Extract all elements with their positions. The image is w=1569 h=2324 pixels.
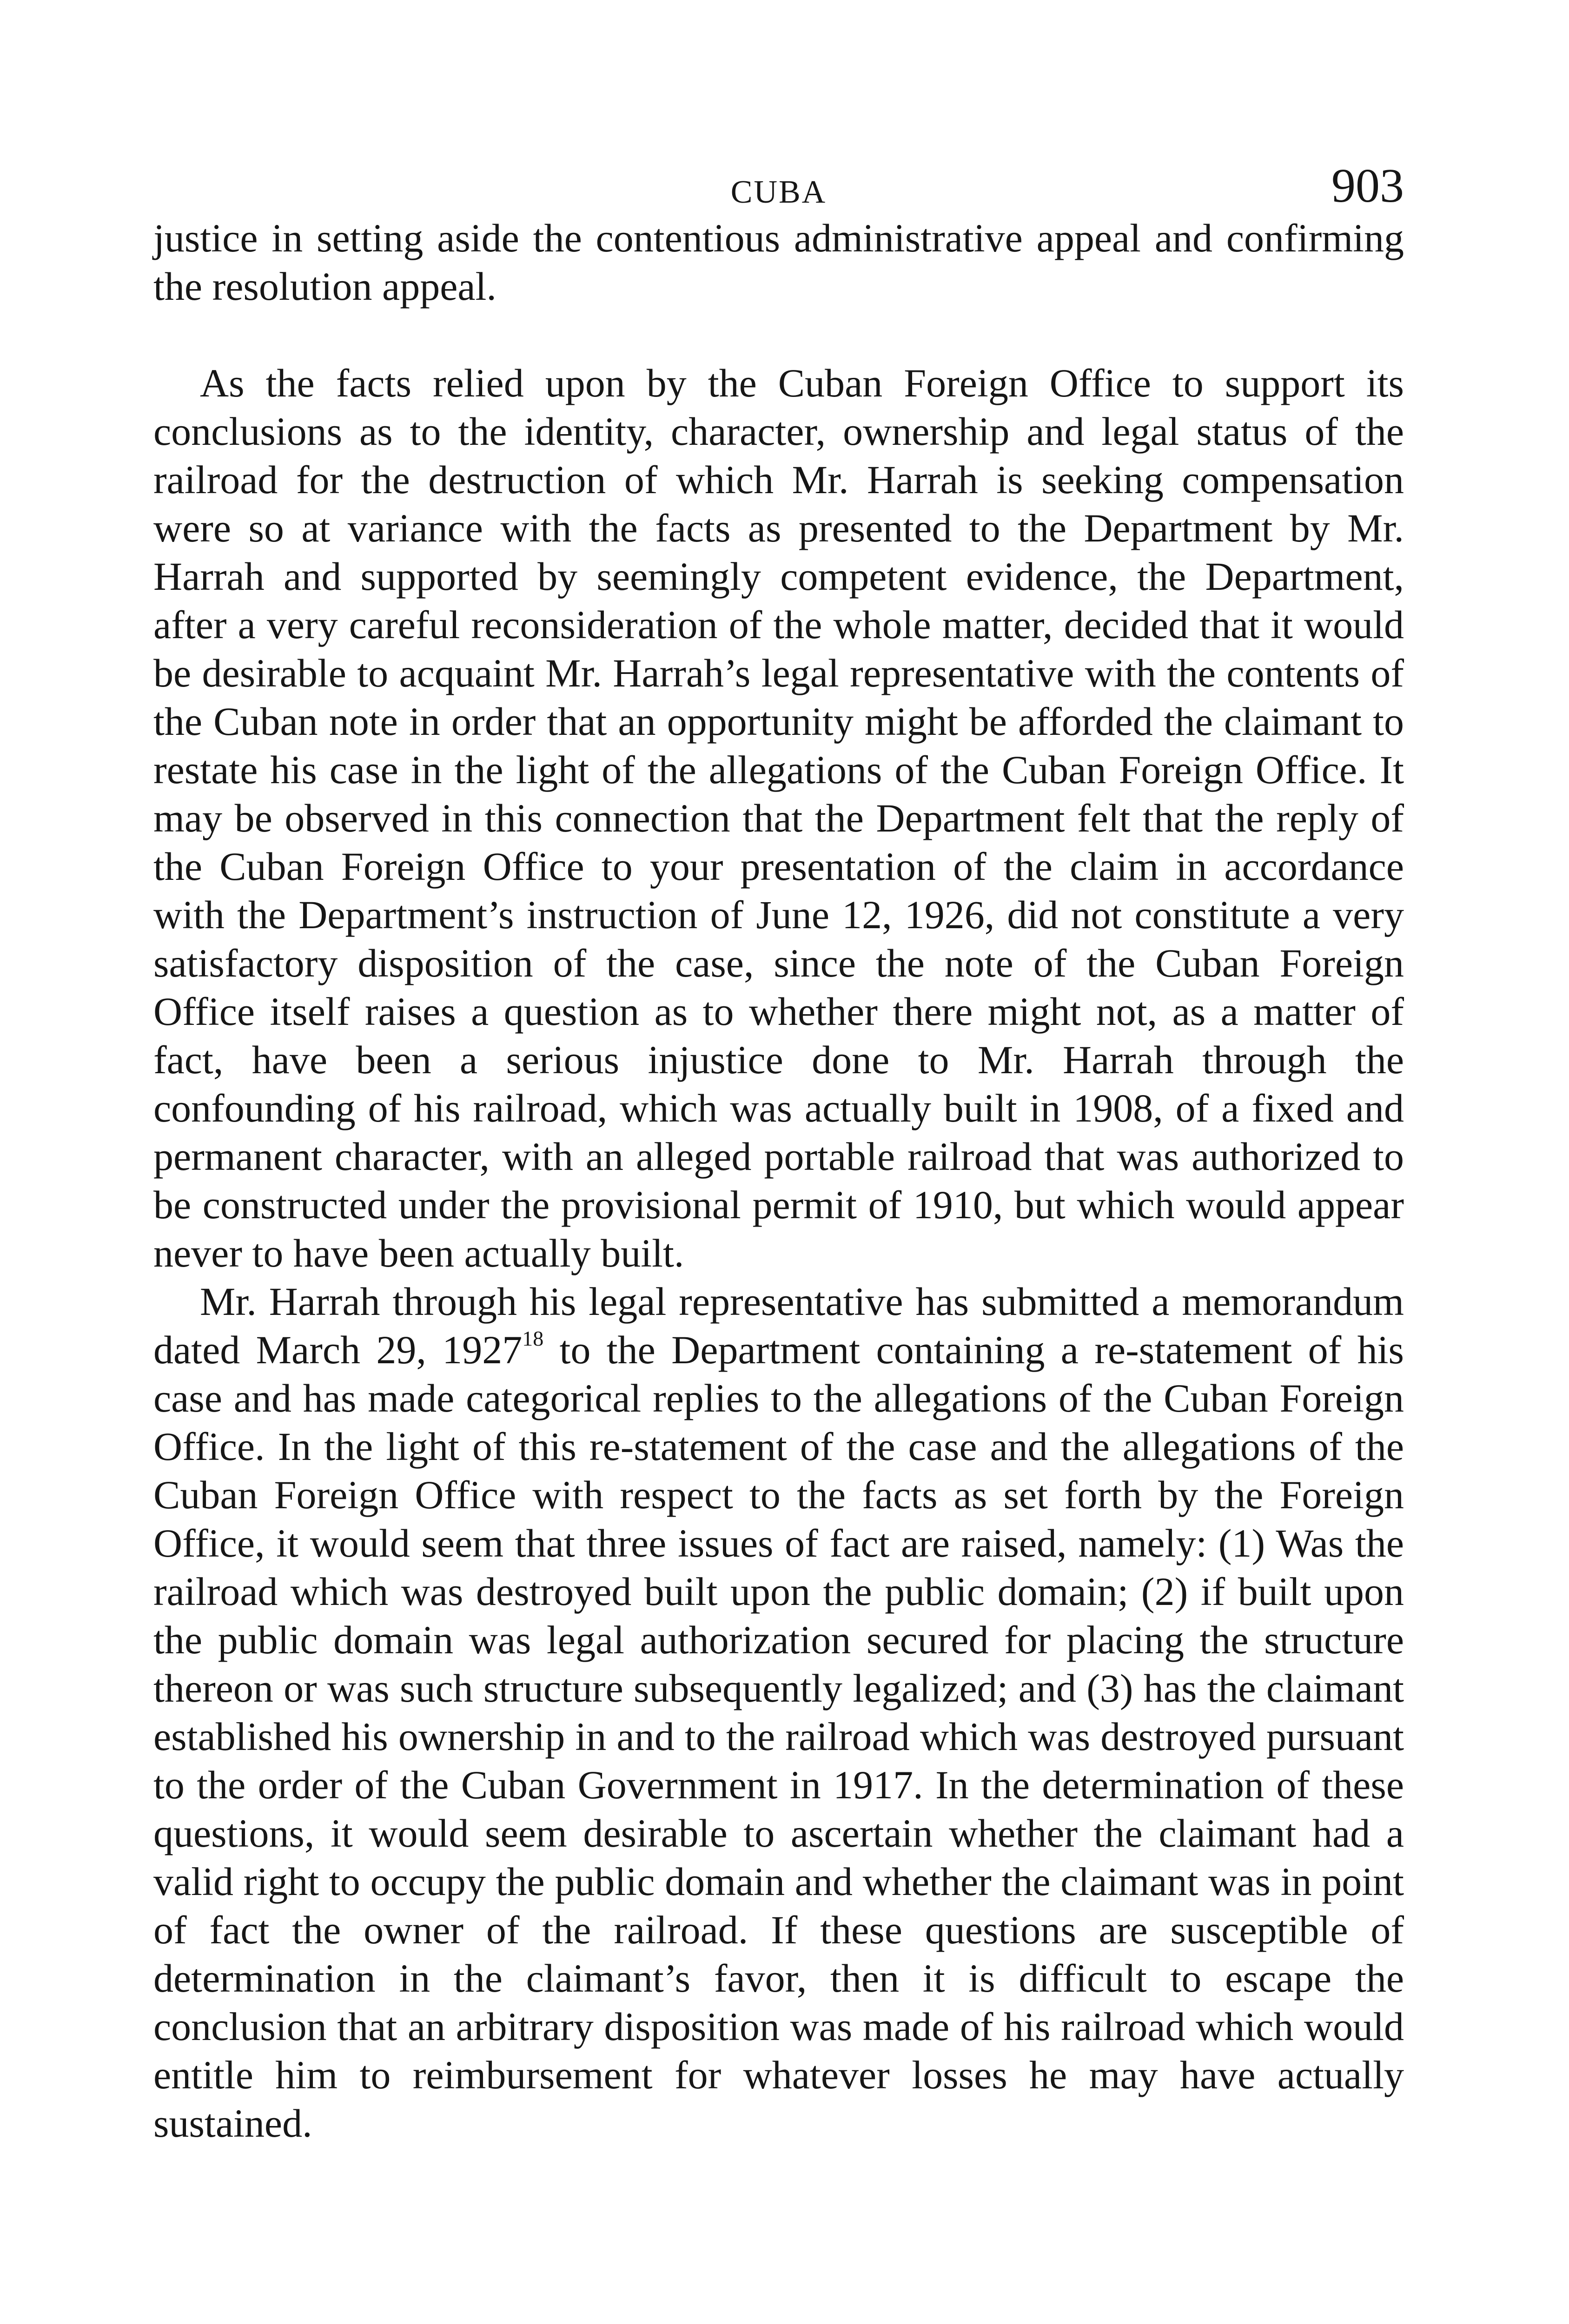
running-header — [153, 158, 1404, 214]
paragraph-memorandum-text-end: to the Department containing a re-statement of his case and has made categorical replies to the allegations of the Cuban Foreign Office. In the light of this re-statement of the case and the allegations of the Cuban Foreign Office with respect to the facts as set forth by the Foreign Office, it would seem that three issues of fact are raised, namely: (1) Was the railroad which was destroyed built upon the public domain; (2) if built upon the public domain was legal authorization secured for placing the structure thereon or was such structure subsequently legalized; and (3) has the claimant established his ownership in and to the railroad which was destroyed pursuant to the order of the Cuban Government in 1917. In the determination of these questions, it would seem desirable to ascertain whether the claimant had a valid right to occupy the public domain and whether the claimant was in point of fact the owner of the railroad. If these questions are susceptible of determination in the claimant’s favor, then it is difficult to escape the conclusion that an arbitrary disposition was made of his railroad which would entitle him to reimbursement for whatever losses he may have actually sustained. — [153, 1327, 1404, 2146]
paragraph-continuation: justice in setting aside the contentious administrative appeal and confirming the resolution appeal. — [153, 216, 1404, 309]
document-page — [153, 158, 1404, 2147]
running-title: CUBA — [730, 174, 827, 210]
body-text — [153, 214, 1404, 2147]
paragraph-memorandum — [153, 1277, 1404, 2147]
footnote-reference: 18 — [522, 1327, 544, 1351]
paragraph-memorandum-text-start: Mr. Harrah through his legal representative has submitted a memorandum dated March 29, 1927 — [153, 1279, 1404, 1372]
page-number: 903 — [1331, 159, 1404, 212]
paragraph-facts-relied-upon: As the facts relied upon by the Cuban Foreign Office to support its conclusions as to the identity, character, ownership and legal status of the railroad for the destruction of which Mr. Harrah is seeking compensation were so at variance with the facts as presented to the Department by Mr. Harrah and supported by seemingly competent evidence, the Department, after a very careful reconsideration of the whole matter, decided that it would be desirable to acquaint Mr. Harrah’s legal representative with the contents of the Cuban note in order that an opportunity might be afforded the claimant to restate his case in the light of the allegations of the Cuban Foreign Office. It may be observed in this connection that the Department felt that the reply of the Cuban Foreign Office to your presentation of the claim in accordance with the Department’s instruction of June 12, 1926, did not constitute a very satisfactory disposition of the case, since the note of the Cuban Foreign Office itself raises a question as to whether there might not, as a matter of fact, have been a serious injustice done to Mr. Harrah through the confounding of his railroad, which was actually built in 1908, of a fixed and permanent character, with an alleged portable railroad that was authorized to be constructed under the provisional permit of 1910, but which would appear never to have been actually built. — [153, 361, 1404, 1275]
